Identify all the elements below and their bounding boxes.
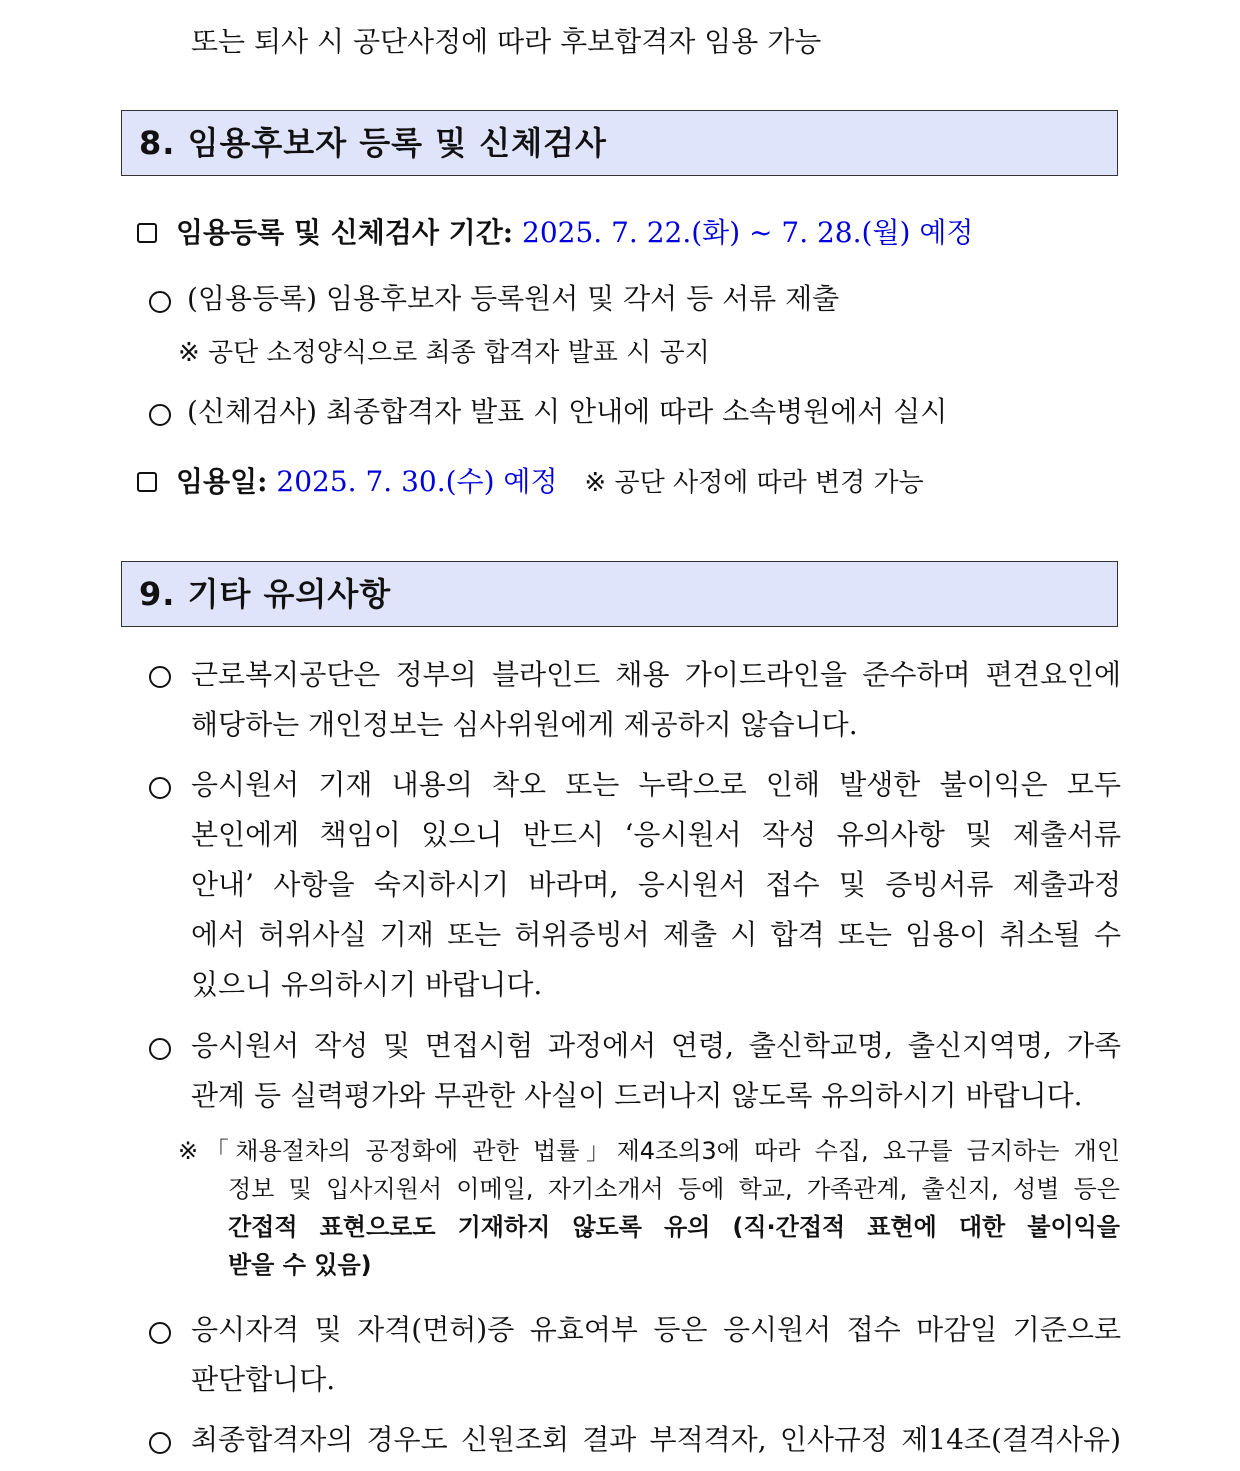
section-8-title: 8. 임용후보자 등록 및 신체검사 bbox=[139, 124, 607, 162]
notice-item-2-line: 있으니 유의하시기 바랍니다. bbox=[191, 968, 543, 1001]
circle-bullet-icon bbox=[149, 777, 171, 799]
registration-bullet: (임용등록) 임용후보자 등록원서 및 각서 등 서류 제출 bbox=[187, 282, 840, 315]
circle-bullet-icon bbox=[149, 291, 171, 313]
circle-bullet-icon bbox=[149, 1038, 171, 1060]
period-line bbox=[176, 216, 973, 250]
notice-item-2-line: 에서 허위사실 기재 또는 허위증빙서 제출 시 합격 또는 임용이 취소될 수 bbox=[191, 918, 1121, 951]
notice-item-1-line: 근로복지공단은 정부의 블라인드 채용 가이드라인을 준수하며 편견요인에 bbox=[191, 658, 1121, 691]
continued-text-line: 또는 퇴사 시 공단사정에 따라 후보합격자 임용 가능 bbox=[191, 25, 822, 58]
period-value: 2025. 7. 22.(화) ~ 7. 28.(월) 예정 bbox=[522, 216, 974, 249]
checkbox-square-icon bbox=[137, 223, 157, 243]
section-9-header bbox=[121, 561, 1118, 627]
circle-bullet-icon bbox=[149, 404, 171, 426]
section-9-title: 9. 기타 유의사항 bbox=[139, 575, 392, 613]
checkbox-square-icon bbox=[137, 472, 157, 492]
notice-item-4-line: 판단합니다. bbox=[191, 1363, 336, 1396]
appointment-date-label: 임용일: bbox=[176, 465, 268, 498]
physical-exam-bullet: (신체검사) 최종합격자 발표 시 안내에 따라 소속병원에서 실시 bbox=[187, 395, 948, 428]
legal-note-emphasis-line: 받을 수 있음) bbox=[228, 1251, 372, 1279]
notice-item-2-line: 응시원서 기재 내용의 착오 또는 누락으로 인해 발생한 불이익은 모두 bbox=[191, 768, 1121, 801]
legal-note-line: ※「채용절차의 공정화에 관한 법률」제4조의3에 따라 수집, 요구를 금지하는 개인 bbox=[178, 1137, 1120, 1165]
notice-item-5-line: 최종합격자의 경우도 신원조회 결과 부적격자, 인사규정 제14조(결격사유) bbox=[191, 1423, 1121, 1456]
appointment-date-value: 2025. 7. 30.(수) 예정 bbox=[276, 465, 558, 498]
notice-item-2-line: 안내’ 사항을 숙지하시기 바라며, 응시원서 접수 및 증빙서류 제출과정 bbox=[191, 868, 1121, 901]
period-label: 임용등록 및 신체검사 기간: bbox=[176, 216, 514, 249]
registration-note: ※ 공단 소정양식으로 최종 합격자 발표 시 공지 bbox=[178, 338, 710, 368]
appointment-date-line bbox=[176, 465, 924, 500]
notice-item-3-line: 관계 등 실력평가와 무관한 사실이 드러나지 않도록 유의하시기 바랍니다. bbox=[191, 1079, 1083, 1112]
legal-note-emphasis-line: 간접적 표현으로도 기재하지 않도록 유의 (직·간접적 표현에 대한 불이익을 bbox=[228, 1213, 1120, 1241]
circle-bullet-icon bbox=[149, 1432, 171, 1454]
notice-item-2-line: 본인에게 책임이 있으니 반드시 ‘응시원서 작성 유의사항 및 제출서류 bbox=[191, 818, 1121, 851]
notice-item-4-line: 응시자격 및 자격(면허)증 유효여부 등은 응시원서 접수 마감일 기준으로 bbox=[191, 1313, 1121, 1346]
notice-item-3-line: 응시원서 작성 및 면접시험 과정에서 연령, 출신학교명, 출신지역명, 가족 bbox=[191, 1029, 1121, 1062]
section-8-header bbox=[121, 110, 1118, 176]
notice-item-1-line: 해당하는 개인정보는 심사위원에게 제공하지 않습니다. bbox=[191, 708, 858, 741]
circle-bullet-icon bbox=[149, 1322, 171, 1344]
circle-bullet-icon bbox=[149, 666, 171, 688]
appointment-date-note: ※ 공단 사정에 따라 변경 가능 bbox=[584, 468, 924, 498]
legal-note-line: 정보 및 입사지원서 이메일, 자기소개서 등에 학교, 가족관계, 출신지, 성별 등은 bbox=[228, 1175, 1120, 1203]
